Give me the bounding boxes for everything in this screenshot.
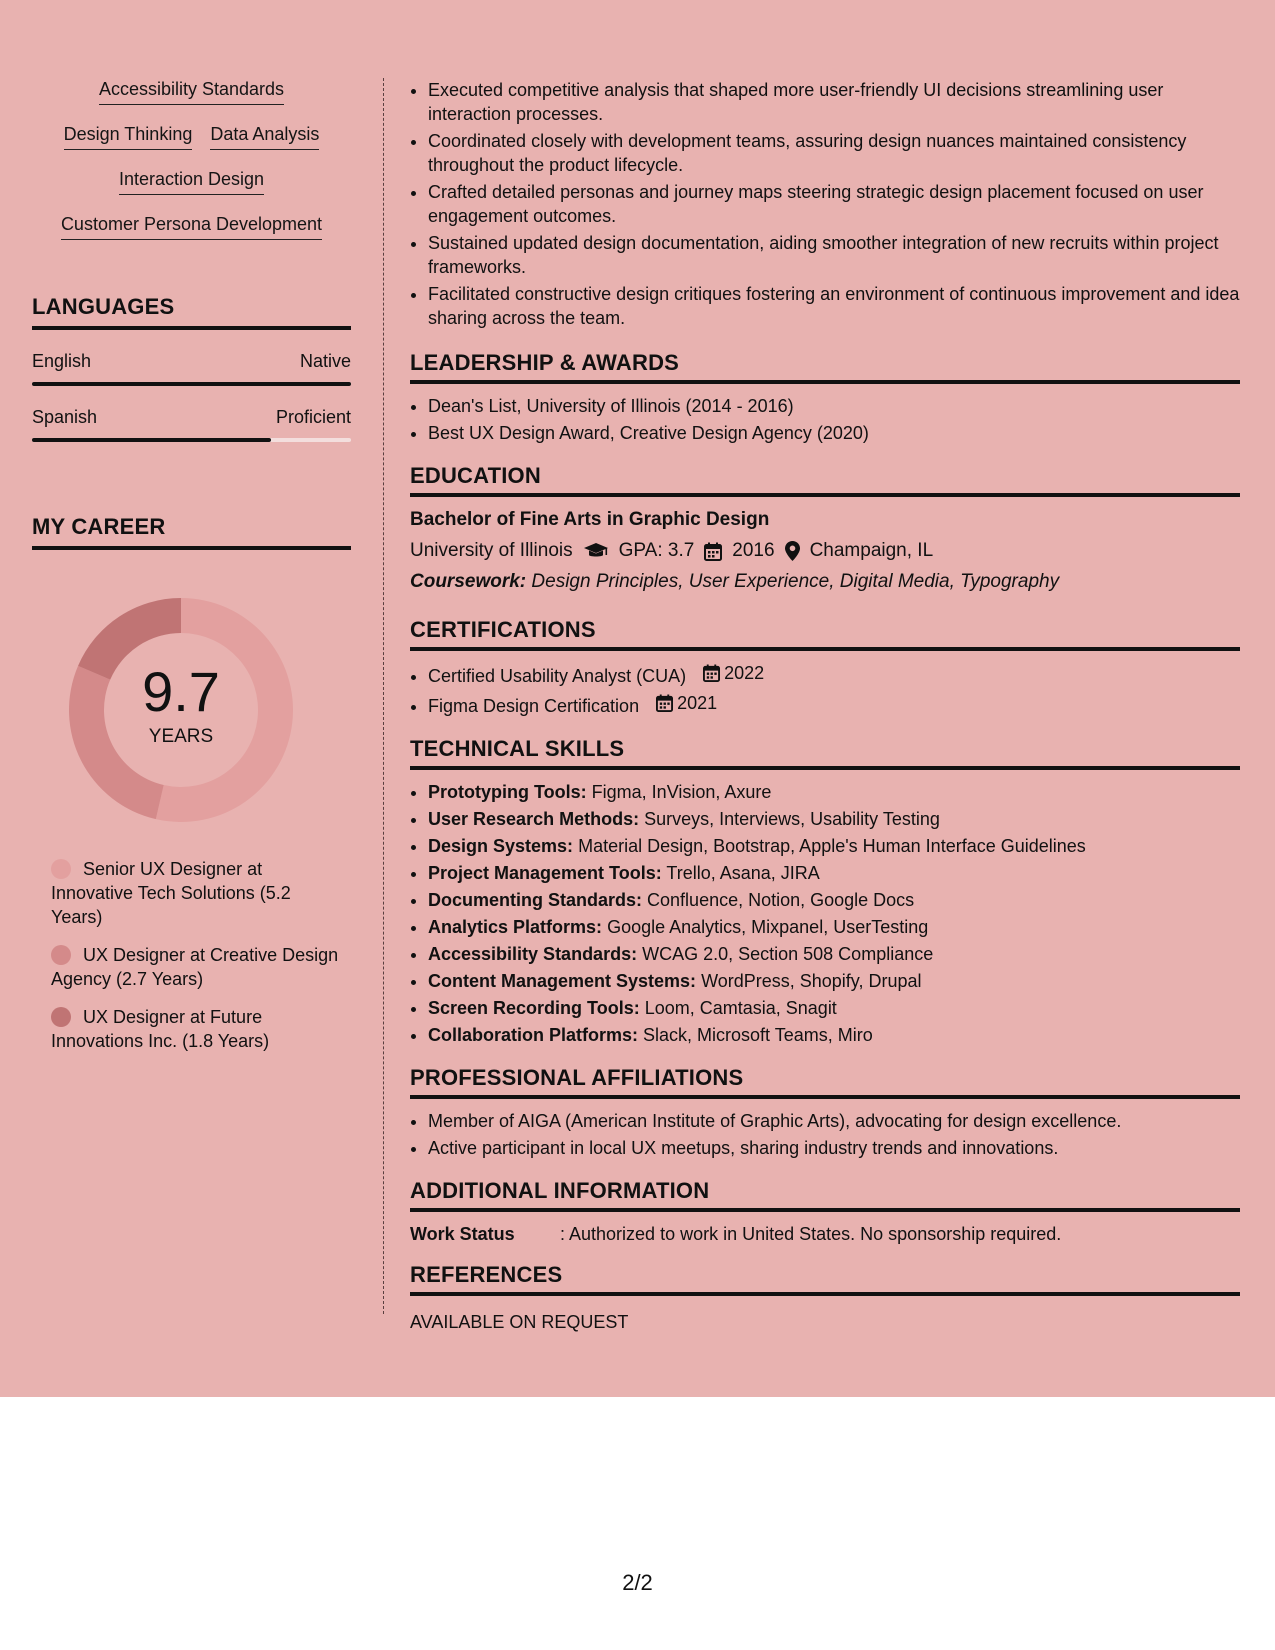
affiliations-title: PROFESSIONAL AFFILIATIONS xyxy=(410,1065,1240,1099)
work-status-value: : Authorized to work in United States. No sponsorship required. xyxy=(560,1224,1062,1244)
certification-item xyxy=(428,661,1240,688)
experience-bullet: • Coordinated closely with development teams, assuring design nuances maintained consistency throughout the product lifecycle. xyxy=(428,129,1240,177)
education-gpa: GPA: 3.7 xyxy=(618,540,695,561)
technical-skill-item xyxy=(428,807,1240,831)
career-title: MY CAREER xyxy=(32,514,351,550)
references-title: REFERENCES xyxy=(410,1262,1240,1296)
leadership-section xyxy=(410,350,1240,445)
skill-label: User Research Methods: xyxy=(428,809,640,829)
certification-year xyxy=(656,691,717,715)
language-bar-fill xyxy=(32,438,271,442)
leadership-list xyxy=(410,394,1240,445)
skill-label: Screen Recording Tools: xyxy=(428,998,640,1018)
language-item xyxy=(32,406,351,442)
references-section xyxy=(410,1262,1240,1334)
language-bar xyxy=(32,382,351,386)
certification-name: Certified Usability Analyst (CUA) xyxy=(428,666,687,686)
skill-label: Collaboration Platforms: xyxy=(428,1025,639,1045)
career-total-unit: YEARS xyxy=(148,726,214,747)
language-name: Spanish xyxy=(32,407,98,427)
certification-year-text: 2021 xyxy=(677,693,718,713)
technical-skill-item xyxy=(428,942,1240,966)
career-legend-item xyxy=(51,943,341,991)
experience-bullet: • Facilitated constructive design critiques fostering an environment of continuous improvement and idea sharing across the team. xyxy=(428,282,1240,330)
language-level: Native xyxy=(299,351,351,371)
coursework-value: Design Principles, User Experience, Digital Media, Typography xyxy=(531,571,1060,592)
map-pin-icon xyxy=(785,541,800,561)
education-coursework xyxy=(410,569,1240,595)
donut-center xyxy=(66,595,296,825)
language-row xyxy=(32,350,351,372)
affiliations-section xyxy=(410,1065,1240,1160)
left-column xyxy=(32,78,351,1067)
graduation-cap-icon xyxy=(583,542,609,560)
education-section xyxy=(410,463,1240,595)
certification-year-text: 2022 xyxy=(724,663,765,683)
legend-dot xyxy=(51,1007,71,1027)
leadership-title: LEADERSHIP & AWARDS xyxy=(410,350,1240,384)
certification-item xyxy=(428,691,1240,718)
career-section xyxy=(32,514,351,1053)
right-column xyxy=(410,78,1240,1334)
technical-skill-item xyxy=(428,861,1240,885)
career-legend xyxy=(32,857,341,1053)
affiliation-item: • Active participant in local UX meetups, sharing industry trends and innovations. xyxy=(428,1136,1240,1160)
career-legend-item xyxy=(51,857,341,929)
technical-skill-item xyxy=(428,834,1240,858)
education-degree: Bachelor of Fine Arts in Graphic Design xyxy=(410,509,770,530)
work-status-label: Work Status xyxy=(410,1224,515,1244)
technical-skills-list xyxy=(410,780,1240,1047)
career-donut-chart xyxy=(66,595,296,825)
skill-value: Confluence, Notion, Google Docs xyxy=(647,890,915,910)
technical-skill-item xyxy=(428,1023,1240,1047)
additional-title: ADDITIONAL INFORMATION xyxy=(410,1178,1240,1212)
career-legend-label: UX Designer at Creative Design Agency (2.7 Years) xyxy=(51,945,339,989)
legend-dot xyxy=(51,859,71,879)
certification-year xyxy=(703,661,764,685)
work-status-row xyxy=(410,1222,1240,1246)
tag-row xyxy=(64,123,320,150)
skill-tag: Accessibility Standards xyxy=(99,78,284,105)
experience-bullet: • Sustained updated design documentation, aiding smoother integration of new recruits within project frameworks. xyxy=(428,231,1240,279)
skill-label: Accessibility Standards: xyxy=(428,944,638,964)
language-item xyxy=(32,350,351,386)
skill-value: WordPress, Shopify, Drupal xyxy=(701,971,922,991)
career-legend-label: UX Designer at Future Innovations Inc. (1.8 Years) xyxy=(51,1007,270,1051)
language-bar xyxy=(32,438,351,442)
technical-skill-item xyxy=(428,780,1240,804)
education-title: EDUCATION xyxy=(410,463,1240,497)
education-year: 2016 xyxy=(732,540,775,561)
certifications-list xyxy=(410,661,1240,718)
skill-tag: Data Analysis xyxy=(210,123,319,150)
skill-value: Slack, Microsoft Teams, Miro xyxy=(643,1025,873,1045)
legend-dot xyxy=(51,945,71,965)
language-row xyxy=(32,406,351,428)
page-number: 2/2 xyxy=(622,1570,653,1595)
technical-skill-item xyxy=(428,915,1240,939)
calendar-icon xyxy=(704,542,722,561)
skill-label: Documenting Standards: xyxy=(428,890,643,910)
skill-tag: Interaction Design xyxy=(119,168,264,195)
technical-skill-item xyxy=(428,969,1240,993)
calendar-icon xyxy=(656,694,673,712)
affiliations-list xyxy=(410,1109,1240,1160)
technical-skill-item xyxy=(428,888,1240,912)
certifications-section xyxy=(410,617,1240,718)
skill-value: WCAG 2.0, Section 508 Compliance xyxy=(642,944,934,964)
technical-skills-title: TECHNICAL SKILLS xyxy=(410,736,1240,770)
technical-skills-section xyxy=(410,736,1240,1047)
skill-value: Figma, InVision, Axure xyxy=(591,782,772,802)
language-bar-fill xyxy=(32,382,351,386)
tag-row xyxy=(99,78,284,105)
certification-name: Figma Design Certification xyxy=(428,696,640,716)
career-total-years: 9.7 xyxy=(142,660,220,723)
coursework-label: Coursework: xyxy=(410,571,527,592)
skill-label: Project Management Tools: xyxy=(428,863,662,883)
career-legend-item xyxy=(51,1005,341,1053)
column-divider xyxy=(383,78,384,1314)
skill-label: Content Management Systems: xyxy=(428,971,697,991)
skill-tag: Customer Persona Development xyxy=(61,213,322,240)
skill-tag: Design Thinking xyxy=(64,123,193,150)
career-legend-label: Senior UX Designer at Innovative Tech Solutions (5.2 Years) xyxy=(51,859,291,927)
skill-value: Google Analytics, Mixpanel, UserTesting xyxy=(607,917,929,937)
skill-label: Design Systems: xyxy=(428,836,574,856)
leadership-item: • Dean's List, University of Illinois (2014 - 2016) xyxy=(428,394,1240,418)
skill-value: Surveys, Interviews, Usability Testing xyxy=(644,809,940,829)
skill-label: Analytics Platforms: xyxy=(428,917,603,937)
technical-skill-item xyxy=(428,996,1240,1020)
experience-bullets xyxy=(410,78,1240,330)
education-school: University of Illinois xyxy=(410,540,573,561)
language-level: Proficient xyxy=(275,407,351,427)
education-meta xyxy=(410,538,1240,564)
language-name: English xyxy=(32,351,92,371)
skill-value: Material Design, Bootstrap, Apple's Human Interface Guidelines xyxy=(578,836,1086,856)
experience-bullet: • Executed competitive analysis that shaped more user-friendly UI decisions streamlining user interaction processes. xyxy=(428,78,1240,126)
languages-title: LANGUAGES xyxy=(32,294,351,330)
tag-row xyxy=(119,168,264,195)
tag-row xyxy=(61,213,322,240)
affiliation-item: • Member of AIGA (American Institute of Graphic Arts), advocating for design excellence. xyxy=(428,1109,1240,1133)
skill-label: Prototyping Tools: xyxy=(428,782,587,802)
education-location: Champaign, IL xyxy=(809,540,934,561)
certifications-title: CERTIFICATIONS xyxy=(410,617,1240,651)
additional-section xyxy=(410,1178,1240,1246)
experience-bullet: • Crafted detailed personas and journey maps steering strategic design placement focused on user engagement outcomes. xyxy=(428,180,1240,228)
skill-tags xyxy=(32,78,351,240)
skill-value: Loom, Camtasia, Snagit xyxy=(644,998,837,1018)
skill-value: Trello, Asana, JIRA xyxy=(666,863,820,883)
leadership-item: • Best UX Design Award, Creative Design Agency (2020) xyxy=(428,421,1240,445)
calendar-icon xyxy=(703,664,720,682)
references-text: AVAILABLE ON REQUEST xyxy=(410,1312,629,1332)
languages-section xyxy=(32,294,351,442)
